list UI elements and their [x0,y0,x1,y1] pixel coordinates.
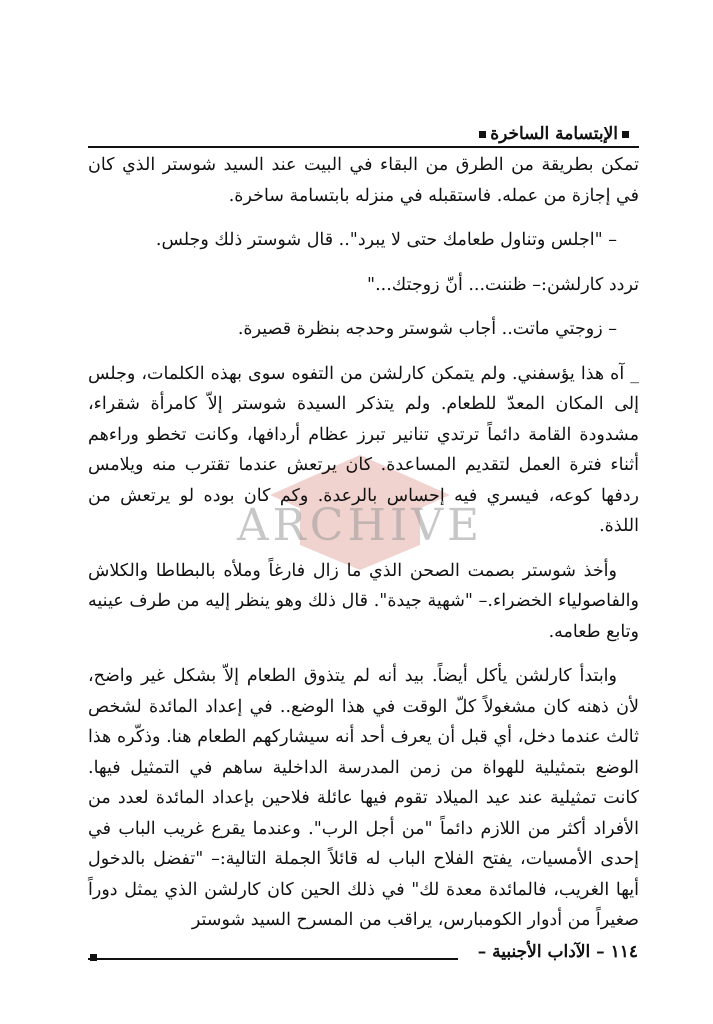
body-text [88,150,639,936]
paragraph-2: – "اجلس وتناول طعامك حتى لا يبرد".. قال شوستر ذلك وجلس. [155,230,617,250]
header-title: الإبتسامة الساخرة [490,124,618,144]
paragraph-1: تمكن بطريقة من الطرق من البقاء في البيت عند السيد شوستر الذي كان في إجازة من عمله. فاستقبله في منزله بابتسامة ساخرة. [88,155,639,206]
running-footer: ١١٤ – الآداب الأجنبية – [477,942,638,962]
footer-rule [88,958,458,960]
paragraph-6: وأخذ شوستر بصمت الصحن الذي ما زال فارغاً وملأه بالبطاطا والكلاش والفاصولياء الخضراء.– "شهية جيدة". قال ذلك وهو ينظر إليه من طرف عينيه وتابع طعامه. [88,560,639,642]
paragraph-4: – زوجتي ماتت.. أجاب شوستر وحدجه بنظرة قصيرة. [237,319,617,339]
page-number: ١١٤ [610,942,638,962]
paragraph-3: تردد كارلشن:– ظننت... أنّ زوجتك..." [367,274,639,295]
header-rule [88,146,639,148]
running-header [88,120,633,148]
watermark-text: ARCHIVE [236,500,484,551]
header-square-mark [622,131,629,138]
footer-title: الآداب الأجنبية [492,942,591,962]
paragraph-7: وابتدأ كارلشن يأكل أيضاً. بيد أنه لم يتذوق الطعام إلاّ بشكل غير واضح، لأن ذهنه كان مشغولاً كلّ الوقت في هذا الوضع.. في إعداد المائدة لشخص ثالث عندما دخل، أي قبل أن يعرف أحد أنه سيشاركهم الطعام هنا. وذكّره هذا الوضع بتمثيلية للهواة من زمن المدرسة الداخلية ساهم في التمثيل فيها. كانت تمثيلية عند عيد الميلاد تقوم فيها عائلة فلاحين بإعداد المائدة لعدد من الأفراد أكثر من اللازم دائماً "من أجل الرب". وعندما يقرع غريب الباب في إحدى الأمسيات، يفتح الفلاح الباب له قائلاً الجملة التالية:– "تفضل بالدخول أيها الغريب، فالمائدة معدة لك" في ذلك الحين كان كارلشن الذي يمثل دوراً صغيراً من أدوار الكومبارس، يراقب من المسرح السيد شوستر [88,666,639,930]
header-square-mark [479,131,486,138]
paragraph-5: _ آه هذا يؤسفني. ولم يتمكن كارلشن من التفوه سوى بهذه الكلمات، وجلس إلى المكان المعدّ للطعام. ولم يتذكر السيدة شوستر إلاّ كامرأة شقراء، مشدودة القامة دائماً ترتدي تنانير تبرز عظام أردافها، وكانت تخطو وراءهم أثناء فترة العمل لتقديم المساعدة. كان يرتعش عندما تقترب منه ويلامس ردفها كوعه، فيسري فيه إحساس بالرعدة. وكم كان بوده لو يرتعش من اللذة. [88,363,639,536]
